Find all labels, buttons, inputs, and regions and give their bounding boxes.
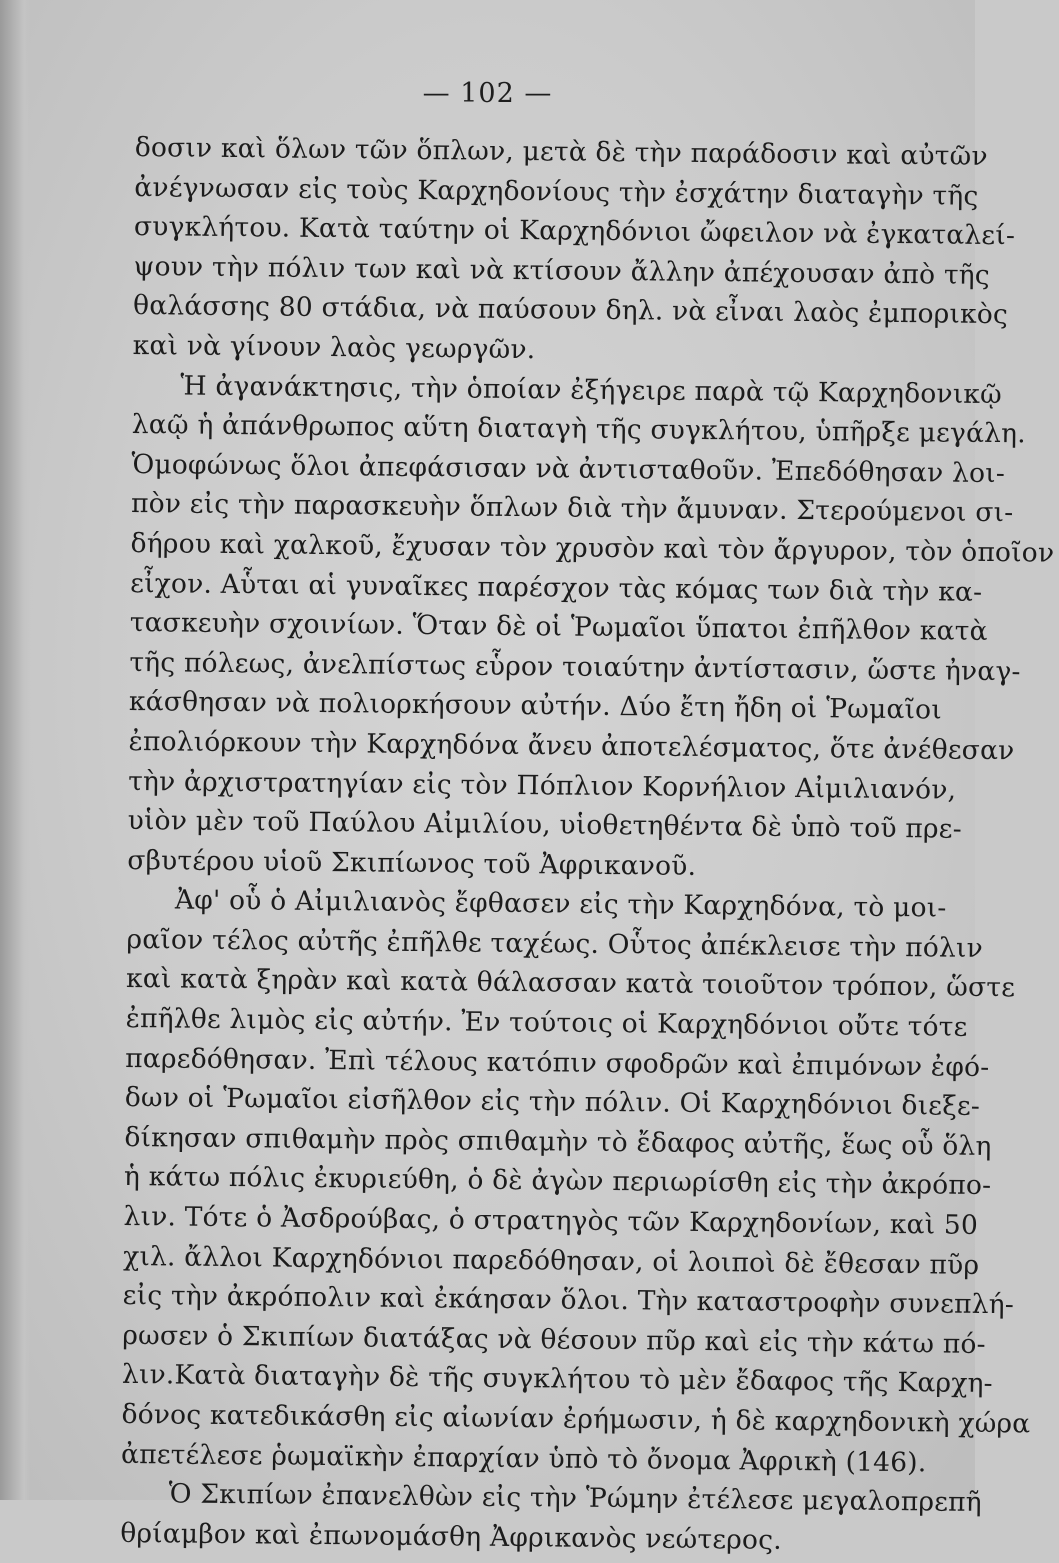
text-line: θρίαμβον καὶ ἐπωνομάσθη Ἀφρικανὸς νεώτερος. [120, 1517, 782, 1556]
text-line: τὴν ἀρχιστρατηγίαν εἰς τὸν Πόπλιον Κορνήλιον Αἰμιλιανόν, [127, 765, 957, 806]
text-line: Ἡ ἀγανάκτησις, τὴν ὁποίαν ἐξήγειρε παρὰ τῷ Καρχηδονικῷ [180, 370, 1003, 410]
text-line: τασκευὴν σχοινίων. Ὅταν δὲ οἱ Ῥωμαῖοι ὕπατοι ἐπῆλθον κατὰ [129, 607, 988, 648]
text-line: κάσθησαν νὰ πολιορκήσουν αὐτήν. Δύο ἔτη ἤδη οἱ Ῥωμαῖοι [128, 686, 943, 726]
text-line: ἀνέγνωσαν εἰς τοὺς Καρχηδονίους τὴν ἐσχάτην διαταγὴν τῆς [134, 171, 979, 212]
text-line: ἀπετέλεσε ῥωμαϊκὴν ἐπαρχίαν ὑπὸ τὸ ὄνομα Ἀφρικὴ (146). [120, 1438, 927, 1478]
text-line: εἶχον. Αὗται αἱ γυναῖκες παρέσχον τὰς κόμας των διὰ τὴν κα- [130, 567, 983, 608]
text-line: εἰς τὴν ἀκρόπολιν καὶ ἐκάησαν ὅλοι. Τὴν καταστροφὴν συνεπλή- [122, 1280, 1015, 1321]
page-gutter-shadow [0, 0, 30, 1500]
text-line: δοσιν καὶ ὅλων τῶν ὅπλων, μετὰ δὲ τὴν παράδοσιν καὶ αὐτῶν [134, 131, 988, 172]
text-line: ψουν τὴν πόλιν των καὶ νὰ κτίσουν ἄλλην ἀπέχουσαν ἀπὸ τῆς [133, 250, 991, 291]
text-line: Ὁμοφώνως ὅλοι ἀπεφάσισαν νὰ ἀντισταθοῦν. Ἐπεδόθησαν λοι- [131, 448, 1006, 489]
page-number: — 102 — [422, 78, 553, 109]
text-line: παρεδόθησαν. Ἐπὶ τέλους κατόπιν σφοδρῶν καὶ ἐπιμόνων ἐφό- [125, 1042, 990, 1083]
text-line: χιλ. ἄλλοι Καρχηδόνιοι παρεδόθησαν, οἱ λοιποὶ δὲ ἔθεσαν πῦρ [123, 1240, 980, 1281]
text-line: πὸν εἰς τὴν παρασκευὴν ὅπλων διὰ τὴν ἄμυναν. Στερούμενοι σι- [130, 488, 1014, 529]
text-line: σβυτέρου υἱοῦ Σκιπίωνος τοῦ Ἀφρικανοῦ. [127, 844, 697, 882]
text-line: καὶ νὰ γίνουν λαὸς γεωργῶν. [132, 329, 536, 366]
text-line: ρωσεν ὁ Σκιπίων διατάξας νὰ θέσουν πῦρ καὶ εἰς τὴν κάτω πό- [122, 1319, 986, 1360]
body-text [120, 128, 1055, 1562]
text-line: συγκλήτου. Κατὰ ταύτην οἱ Καρχηδόνιοι ὤφειλον νὰ ἐγκαταλεί- [133, 211, 1016, 252]
text-line: ἡ κάτω πόλις ἐκυριεύθη, ὁ δὲ ἀγὼν περιωρίσθη εἰς τὴν ἀκρόπο- [123, 1161, 992, 1202]
text-line: δήρου καὶ χαλκοῦ, ἔχυσαν τὸν χρυσὸν καὶ τὸν ἄργυρον, τὸν ὁποῖον [130, 527, 1055, 569]
text-line: λαῷ ἡ ἀπάνθρωπος αὕτη διαταγὴ τῆς συγκλήτου, ὑπῆρξε μεγάλη. [131, 409, 1026, 450]
text-line: ραῖον τέλος αὐτῆς ἐπῆλθε ταχέως. Οὗτος ἀπέκλεισε τὴν πόλιν [126, 923, 984, 964]
text-line: Ὁ Σκιπίων ἐπανελθὼν εἰς τὴν Ῥώμην ἐτέλεσε μεγαλοπρεπῆ [168, 1478, 982, 1519]
text-line: δων οἱ Ῥωμαῖοι εἰσῆλθον εἰς τὴν πόλιν. Οἱ Καρχηδόνιοι διεξε- [124, 1082, 981, 1123]
text-line: λιν. Τότε ὁ Ἀσδρούβας, ὁ στρατηγὸς τῶν Καρχηδονίων, καὶ 50 [123, 1200, 979, 1241]
text-line: θαλάσσης 80 στάδια, νὰ παύσουν δηλ. νὰ εἶναι λαὸς ἐμπορικὸς [132, 290, 1009, 331]
text-line: Ἀφ' οὗ ὁ Αἰμιλιανὸς ἔφθασεν εἰς τὴν Καρχηδόνα, τὸ μοι- [174, 884, 947, 924]
text-line: ἐπολιόρκουν τὴν Καρχηδόνα ἄνευ ἀποτελέσματος, ὅτε ἀνέθεσαν [128, 725, 1015, 767]
text-line: δόνος κατεδικάσθη εἰς αἰωνίαν ἐρήμωσιν, ἡ δὲ καρχηδονικὴ χώρα [121, 1398, 1031, 1440]
text-line: δίκησαν σπιθαμὴν πρὸς σπιθαμὴν τὸ ἔδαφος αὐτῆς, ἕως οὗ ὅλη [124, 1121, 992, 1162]
text-line: λιν.Κατὰ διαταγὴν δὲ τῆς συγκλήτου τὸ μὲν ἔδαφος τῆς Καρχη- [121, 1359, 993, 1400]
text-line: ἐπῆλθε λιμὸς εἰς αὐτήν. Ἐν τούτοις οἱ Καρχηδόνιοι οὔτε τότε [125, 1003, 968, 1043]
text-line: καὶ κατὰ ξηρὰν καὶ κατὰ θάλασσαν κατὰ τοιοῦτον τρόπον, ὥστε [125, 963, 1016, 1004]
text-line: υἱὸν μὲν τοῦ Παύλου Αἰμιλίου, υἱοθετηθέντα δὲ ὑπὸ τοῦ πρε- [127, 805, 962, 845]
text-line: τῆς πόλεως, ἀνελπίστως εὗρον τοιαύτην ἀντίστασιν, ὥστε ἠναγ- [129, 646, 1021, 688]
